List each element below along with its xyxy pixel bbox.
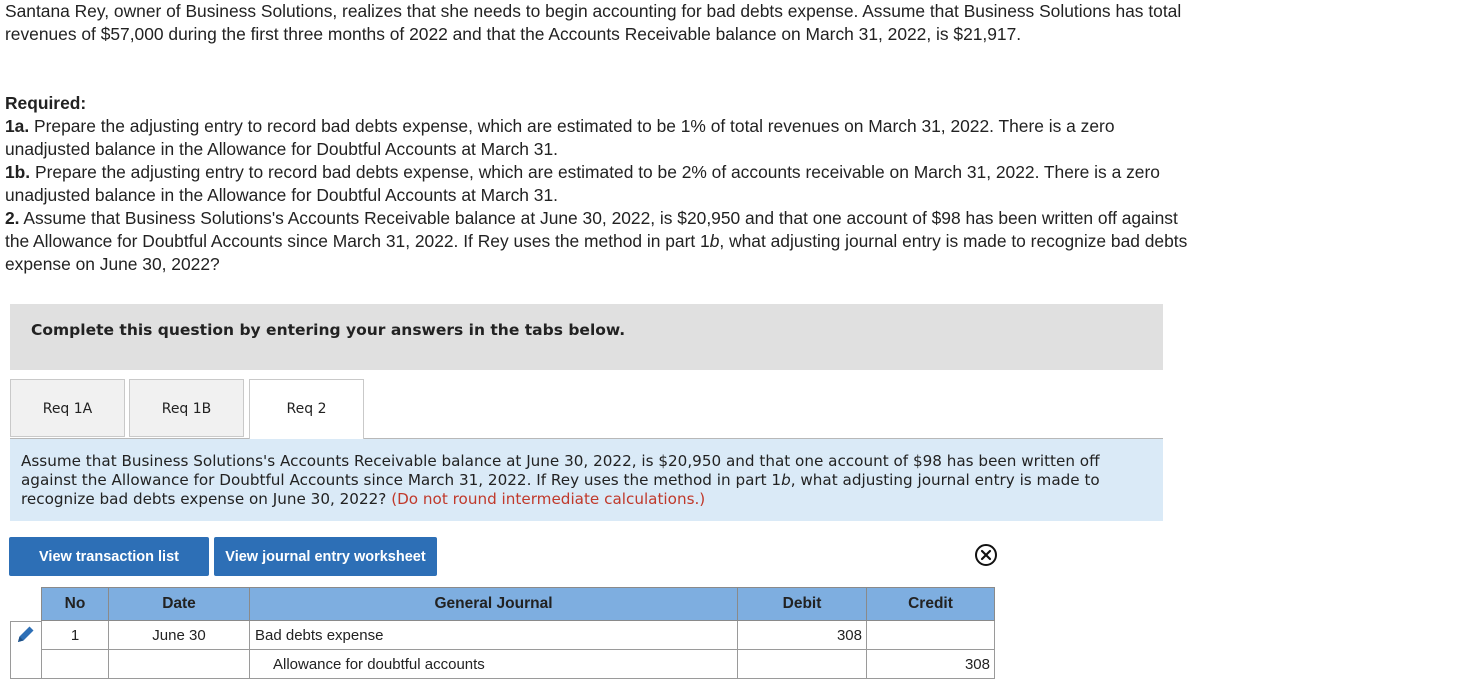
requirement-2-italic: b <box>709 231 720 251</box>
close-circle-icon[interactable] <box>974 543 998 567</box>
entry-date[interactable]: June 30 <box>109 621 250 650</box>
requirement-2-text-b: , what adjusting journal entry is made to recognize bad debts expense on June 30, 2022? <box>5 231 1188 274</box>
rounding-note: (Do not round intermediate calculations.) <box>391 490 706 508</box>
journal-row <box>42 621 995 650</box>
instructions-banner <box>10 304 1163 370</box>
pencil-icon[interactable] <box>14 622 38 646</box>
requirement-panel-italic: b <box>781 471 791 489</box>
credit-amount[interactable]: 308 <box>867 650 995 679</box>
header-date: Date <box>109 588 250 621</box>
requirement-2-label: 2. <box>5 208 20 228</box>
problem-intro <box>5 0 1195 46</box>
requirement-2-text-a: Assume that Business Solutions's Accounts Receivable balance at June 30, 2022, is $20,950 and that one account of $98 has been written off against the Allowance for Doubtful Accounts since March 31, 2022. If Rey uses the method in part 1 <box>5 208 1178 251</box>
requirement-1a-label: 1a. <box>5 116 30 136</box>
tab-req-2[interactable]: Req 2 <box>249 379 364 439</box>
general-journal-table <box>41 587 995 679</box>
entry-date[interactable] <box>109 650 250 679</box>
view-transaction-list-button[interactable]: View transaction list <box>9 537 209 576</box>
view-journal-worksheet-button[interactable]: View journal entry worksheet <box>214 537 437 576</box>
header-general-journal: General Journal <box>250 588 738 621</box>
header-debit: Debit <box>738 588 867 621</box>
requirement-1b-label: 1b. <box>5 162 31 182</box>
requirement-2 <box>5 207 1195 276</box>
journal-row <box>42 650 995 679</box>
account-credit[interactable]: Allowance for doubtful accounts <box>250 650 738 679</box>
debit-amount[interactable] <box>738 650 867 679</box>
requirement-panel-text-b: , what adjusting journal entry is made to recognize bad debts expense on June 30, 2022? <box>21 471 1100 508</box>
requirement-1a-text: Prepare the adjusting entry to record bad debts expense, which are estimated to be 1% of total revenues on March 31, 2022. There is a zero unadjusted balance in the Allowance for Doubtful Accounts at March 31. <box>5 116 1115 159</box>
entry-number: 1 <box>42 621 109 650</box>
header-credit: Credit <box>867 588 995 621</box>
credit-amount[interactable] <box>867 621 995 650</box>
requirement-panel-text <box>21 452 1151 509</box>
tab-req-1b[interactable]: Req 1B <box>129 379 244 437</box>
journal-header-row <box>42 588 995 621</box>
requirement-1b <box>5 161 1195 207</box>
required-heading: Required: <box>5 93 87 113</box>
problem-intro-text: Santana Rey, owner of Business Solutions, realizes that she needs to begin accounting for bad debts expense. Assume that Business Solutions has total revenues of $57,000 during the first three months of 2022 and that the Accounts Receivable balance on March 31, 2022, is $21,917. <box>5 1 1182 44</box>
account-debit[interactable]: Bad debts expense <box>250 621 738 650</box>
entry-number <box>42 650 109 679</box>
tab-req-1a[interactable]: Req 1A <box>10 379 125 437</box>
debit-amount[interactable]: 308 <box>738 621 867 650</box>
requirement-1a <box>5 115 1195 161</box>
requirement-panel-text-a: Assume that Business Solutions's Accounts Receivable balance at June 30, 2022, is $20,950 and that one account of $98 has been written off against the Allowance for Doubtful Accounts since March 31, 2022. If Rey uses the method in part 1 <box>21 452 1100 489</box>
header-no: No <box>42 588 109 621</box>
requirement-1b-text: Prepare the adjusting entry to record bad debts expense, which are estimated to be 2% of accounts receivable on March 31, 2022. There is a zero unadjusted balance in the Allowance for Doubtful Accounts at March 31. <box>5 162 1160 205</box>
required-section <box>5 92 1195 276</box>
requirement-panel <box>10 439 1163 521</box>
instructions-banner-text: Complete this question by entering your answers in the tabs below. <box>31 321 626 339</box>
